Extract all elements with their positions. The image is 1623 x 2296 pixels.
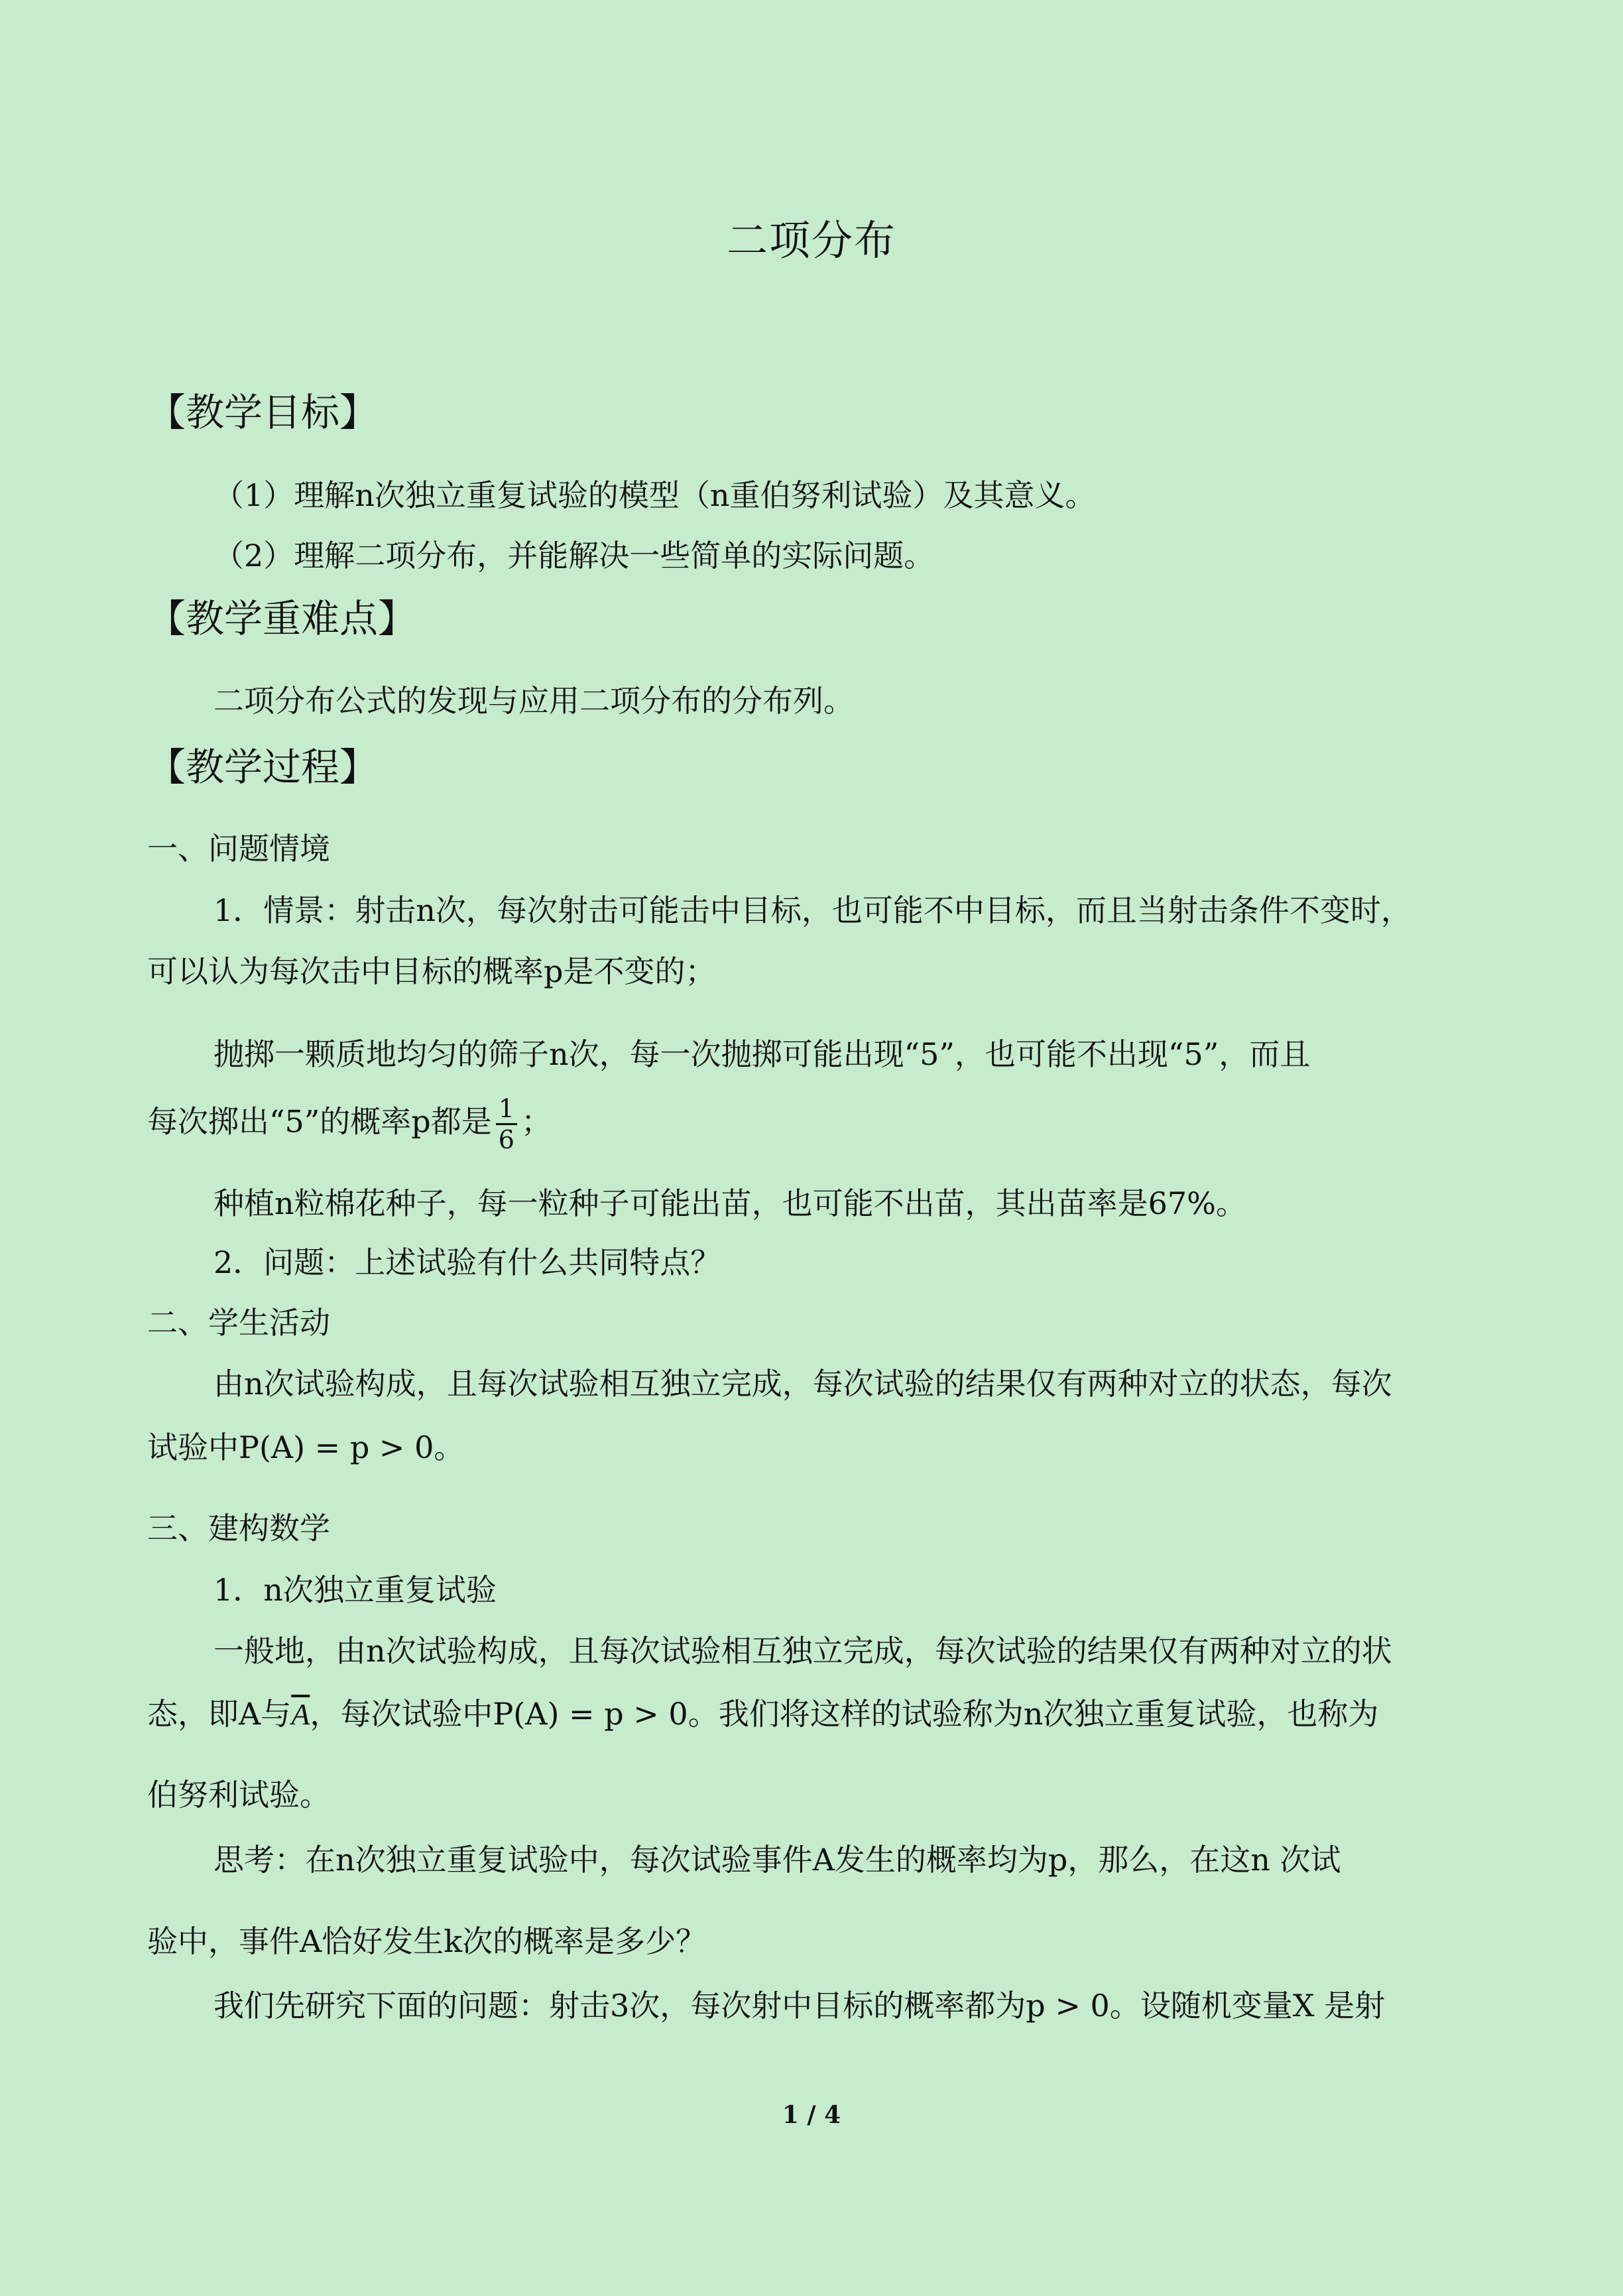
section-heading-key-points: 【教学重难点】 [147,596,417,641]
part1-heading: 一、问题情境 [147,831,330,867]
dice-line-2-text: 每次掷出“5”的概率p都是 [147,1103,492,1140]
think-line-1: 思考：在n次独立重复试验中，每次试验事件A发生的概率均为p，那么，在这n 次试 [213,1842,1341,1878]
definition-line-2a: 态，即A与 [147,1696,292,1732]
complement-a: $\overline{A}$ [291,1697,310,1731]
part3-heading: 三、建构数学 [147,1510,330,1546]
dice-line-2 [147,1094,1476,1154]
scenario-line-2: 可以认为每次击中目标的概率p是不变的； [147,953,716,989]
dice-line-1: 抛掷一颗质地均匀的筛子n次，每一次抛掷可能出现“5”，也可能不出现“5”，而且 [213,1036,1311,1072]
activity-line-2: 试验中P(A) = p > 0。 [147,1429,465,1465]
part2-heading: 二、学生活动 [147,1305,330,1341]
fraction-one-sixth [496,1094,517,1154]
fraction-numerator: 1 [496,1094,517,1125]
question-line: 2．问题：上述试验有什么共同特点？ [213,1244,721,1280]
subsection-heading-1: 1．n次独立重复试验 [213,1572,497,1608]
seed-line: 种植n粒棉花种子，每一粒种子可能出苗，也可能不出苗，其出苗率是67%。 [213,1185,1246,1221]
page-title: 二项分布 [726,216,896,265]
definition-line-2b: ，每次试验中P(A) = p > 0。我们将这样的试验称为n次独立重复试验，也称为 [310,1696,1379,1732]
definition-line-3: 伯努利试验。 [147,1777,330,1813]
section-heading-objectives: 【教学目标】 [147,390,379,435]
section-heading-process: 【教学过程】 [147,745,379,790]
definition-line-2 [147,1691,1476,1738]
dice-line-2-end: ； [520,1103,552,1140]
study-line: 我们先研究下面的问题：射击3次，每次射中目标的概率都为p > 0。设随机变量X 是射 [213,1988,1386,2024]
definition-line-1: 一般地，由n次试验构成，且每次试验相互独立完成，每次试验的结果仅有两种对立的状 [213,1633,1392,1669]
activity-line-1: 由n次试验构成，且每次试验相互独立完成，每次试验的结果仅有两种对立的状态，每次 [213,1366,1392,1402]
think-line-2: 验中，事件A恰好发生k次的概率是多少？ [147,1923,707,1959]
objective-2: （2）理解二项分布，并能解决一些简单的实际问题。 [213,538,935,574]
scenario-line-1: 1．情景：射击n次，每次射击可能击中目标，也可能不中目标，而且当射击条件不变时， [213,892,1412,928]
fraction-denominator: 6 [498,1125,514,1154]
key-points-text: 二项分布公式的发现与应用二项分布的分布列。 [213,683,854,719]
objective-1: （1）理解n次独立重复试验的模型（n重伯努利试验）及其意义。 [213,477,1096,513]
page-number: 1 / 4 [782,2101,841,2129]
